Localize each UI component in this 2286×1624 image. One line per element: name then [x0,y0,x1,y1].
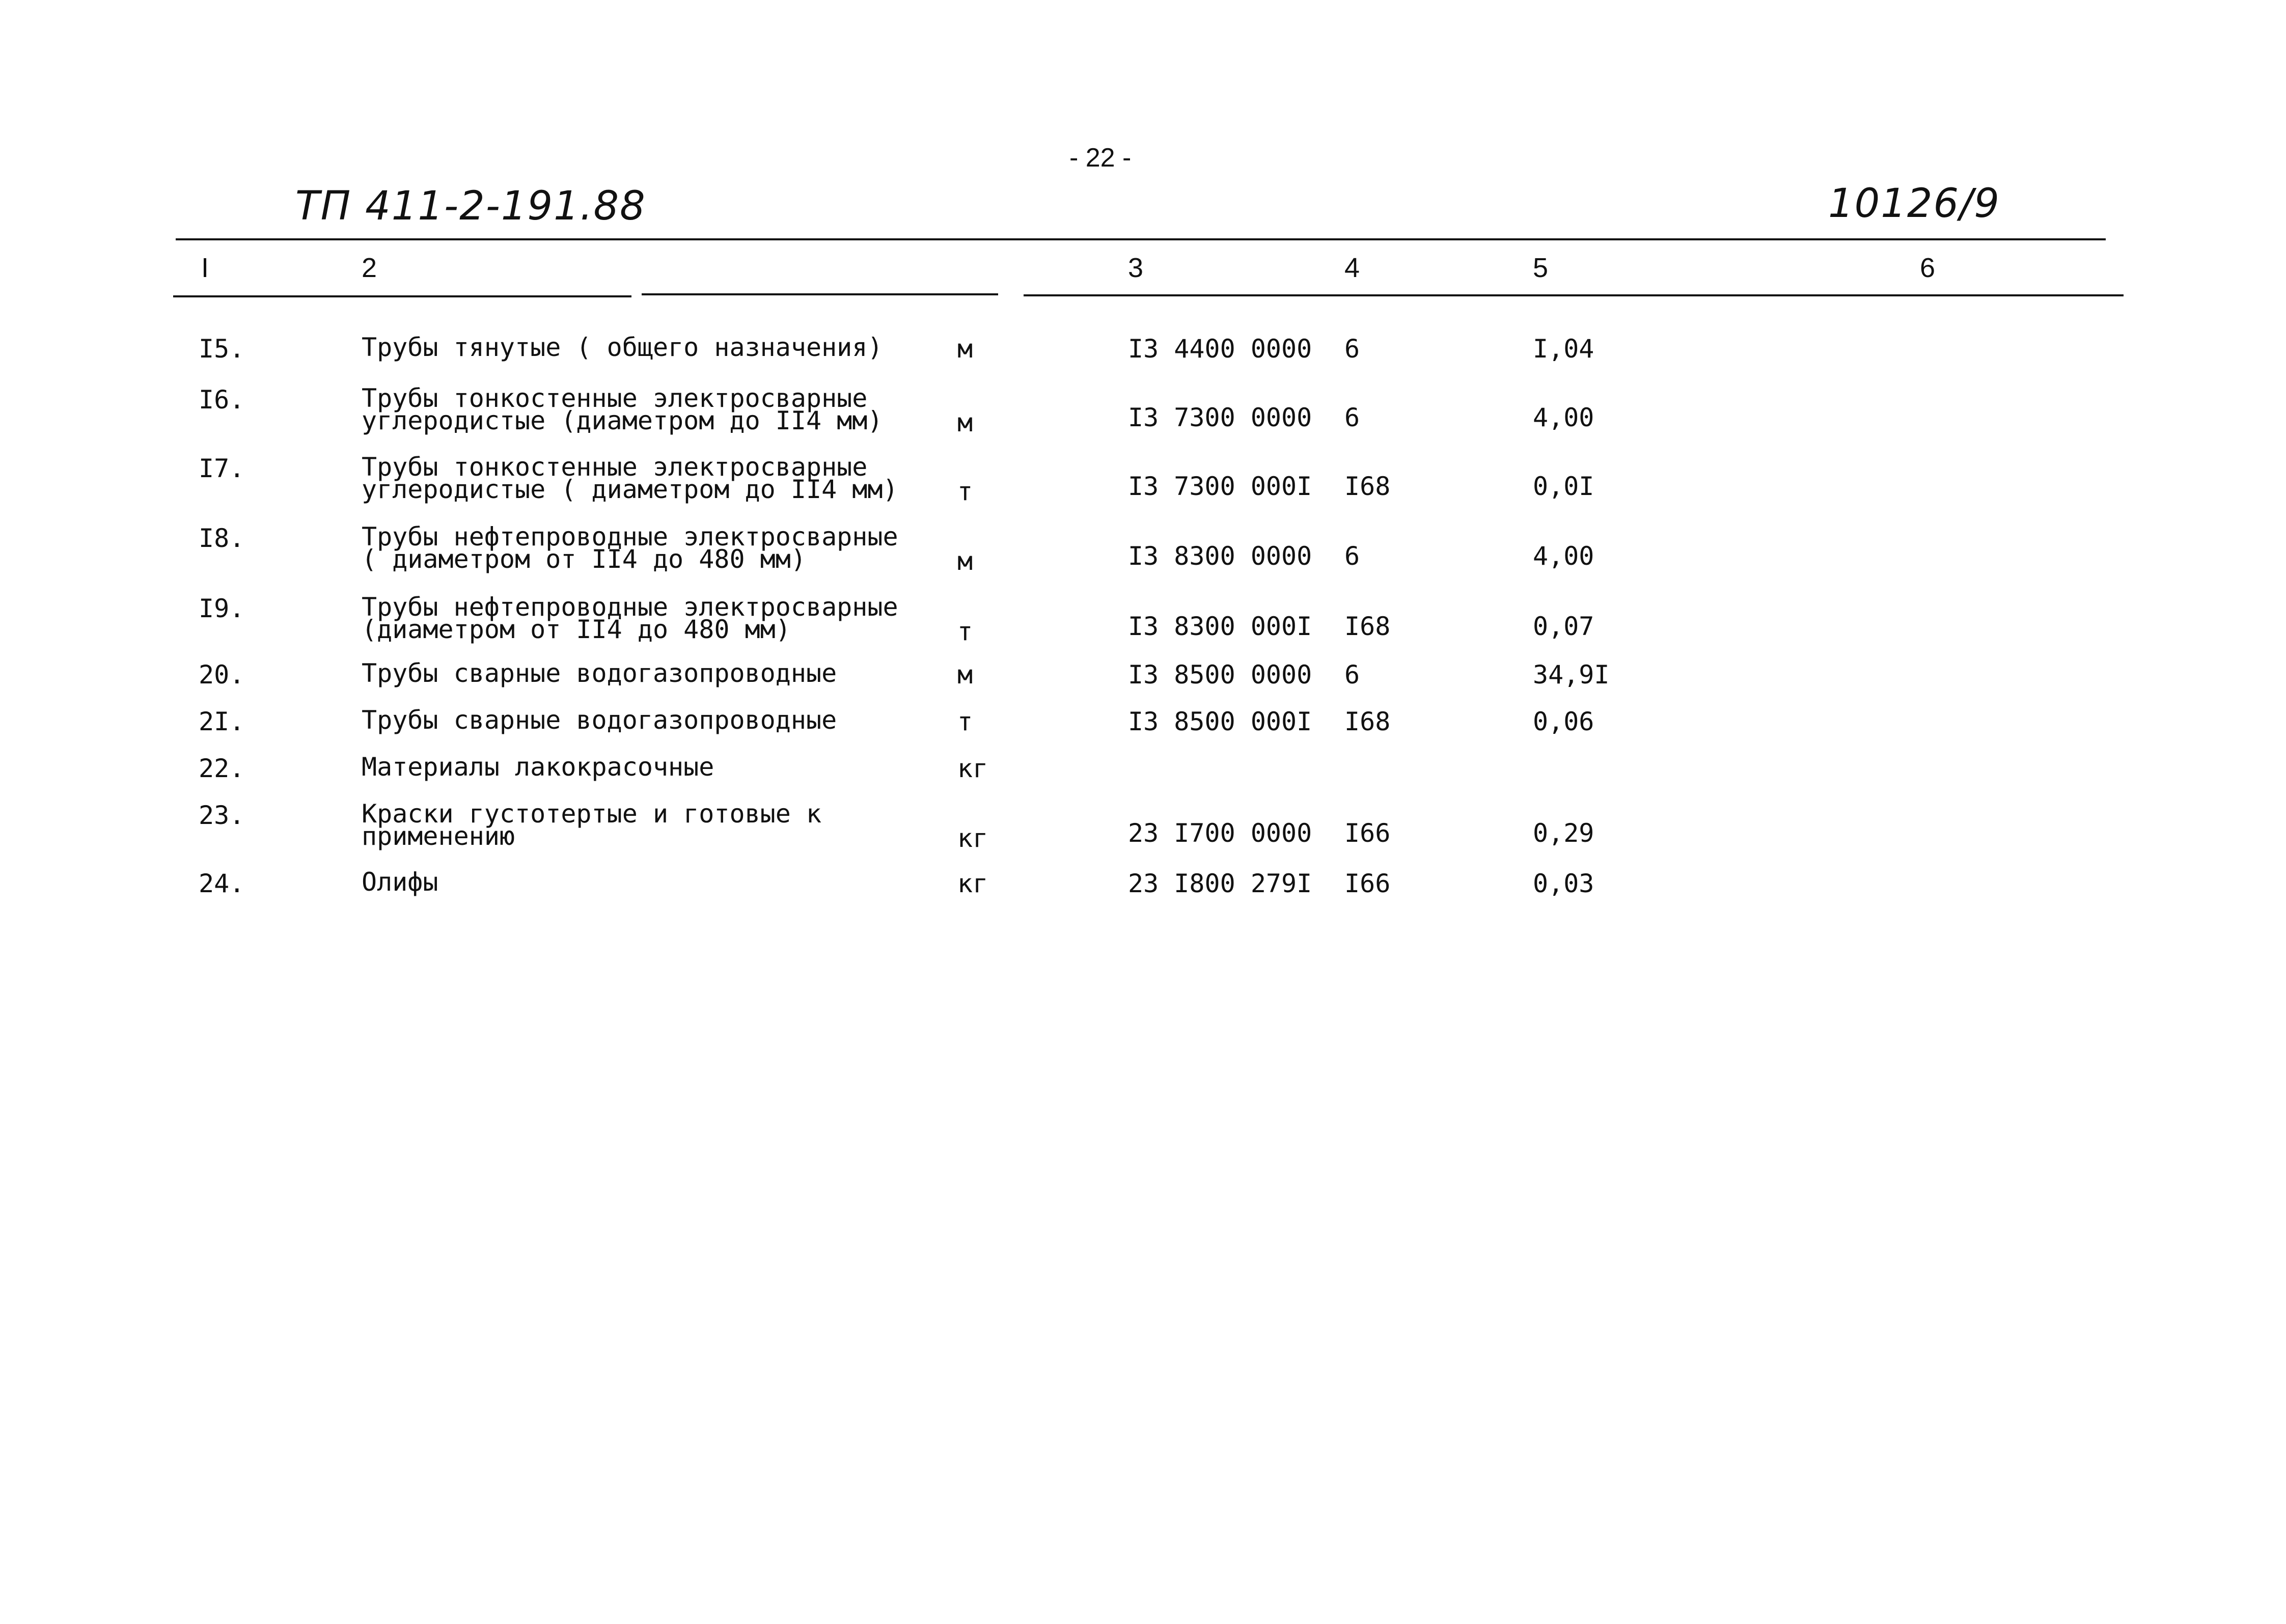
column-header-2: 2 [362,253,377,283]
column-4-value: 6 [1344,403,1360,432]
item-name [362,799,822,851]
item-name [362,752,714,782]
item-name-line: Трубы нефтепроводные электросварные [362,522,898,552]
unit: м [957,546,973,576]
unit: кг [957,754,988,783]
column-5-value: 4,00 [1533,403,1594,432]
page-number: - 22 - [1069,143,1132,173]
header-top-rule [176,238,2106,240]
row-number: 20. [199,660,245,690]
column-5-value: 34,9I [1533,660,1610,690]
column-4-value: 6 [1344,660,1360,690]
column-5-value: I,04 [1533,334,1594,364]
column-5-value: 0,29 [1533,818,1594,848]
item-name [362,383,883,435]
item-name-line: ( диаметром от II4 до 480 мм) [362,544,806,574]
item-name-line: Трубы нефтепроводные электросварные [362,592,898,622]
unit: м [957,660,973,690]
column-5-value: 0,03 [1533,869,1594,898]
unit: м [957,334,973,364]
item-name [362,452,898,504]
item-name [362,522,898,574]
item-name-line: углеродистые (диаметром до II4 мм) [362,406,883,435]
row-number: I7. [199,454,245,483]
column-4-value: I68 [1344,707,1391,736]
item-name-line: углеродистые ( диаметром до II4 мм) [362,475,898,504]
column-header-1: I [201,253,209,283]
product-code: I3 4400 0000 [1128,334,1312,364]
item-name-line: Олифы [362,867,438,897]
item-name-line: Трубы сварные водогазопроводные [362,705,837,735]
product-code: 23 I800 279I [1128,869,1312,898]
unit: т [957,707,973,736]
item-name-line: Трубы тонкостенные электросварные [362,383,868,413]
column-header-6: 6 [1920,253,1936,283]
row-number: 23. [199,801,245,830]
column-4-value: I66 [1344,818,1391,848]
column-header-4: 4 [1344,253,1360,283]
product-code: I3 8500 000I [1128,707,1312,736]
product-code: I3 8300 0000 [1128,541,1312,571]
column-4-value: 6 [1344,541,1360,571]
column-header-3: 3 [1128,253,1144,283]
column-5-value: 0,0I [1533,472,1594,501]
column-header-5: 5 [1533,253,1549,283]
item-name [362,658,837,688]
row-number: I9. [199,594,245,623]
item-name [362,705,837,735]
sheet-code: 10126/9 [1828,181,2001,227]
column-5-value: 0,06 [1533,707,1594,736]
unit: м [957,408,973,437]
unit: т [957,617,973,646]
product-code: I3 8300 000I [1128,612,1312,641]
item-name [362,867,438,897]
product-code: I3 8500 0000 [1128,660,1312,690]
product-code: I3 7300 0000 [1128,403,1312,432]
column-5-value: 0,07 [1533,612,1594,641]
unit: т [957,477,973,506]
unit: кг [957,869,988,898]
unit: кг [957,823,988,853]
header-bottom-rule-left [173,295,631,297]
header-bottom-rule-mid [642,293,998,295]
row-number: 2I. [199,707,245,736]
row-number: 24. [199,869,245,898]
item-name-line: Краски густотертые и готовые к [362,799,822,829]
row-number: I8. [199,524,245,553]
item-name-line: Трубы сварные водогазопроводные [362,658,837,688]
column-4-value: 6 [1344,334,1360,364]
item-name [362,592,898,644]
item-name-line: (диаметром от II4 до 480 мм) [362,615,791,644]
column-4-value: I66 [1344,869,1391,898]
column-4-value: I68 [1344,612,1391,641]
column-4-value: I68 [1344,472,1391,501]
item-name-line: Трубы тонкостенные электросварные [362,452,868,482]
product-code: I3 7300 000I [1128,472,1312,501]
item-name-line: Материалы лакокрасочные [362,752,714,782]
item-name-line: применению [362,821,515,851]
header-bottom-rule-right [1024,294,2124,296]
document-code: ТП 411-2-191.88 [295,183,646,229]
row-number: I6. [199,385,245,415]
row-number: 22. [199,754,245,783]
item-name [362,333,883,362]
row-number: I5. [199,334,245,364]
column-5-value: 4,00 [1533,541,1594,571]
product-code: 23 I700 0000 [1128,818,1312,848]
item-name-line: Трубы тянутые ( общего назначения) [362,333,883,362]
